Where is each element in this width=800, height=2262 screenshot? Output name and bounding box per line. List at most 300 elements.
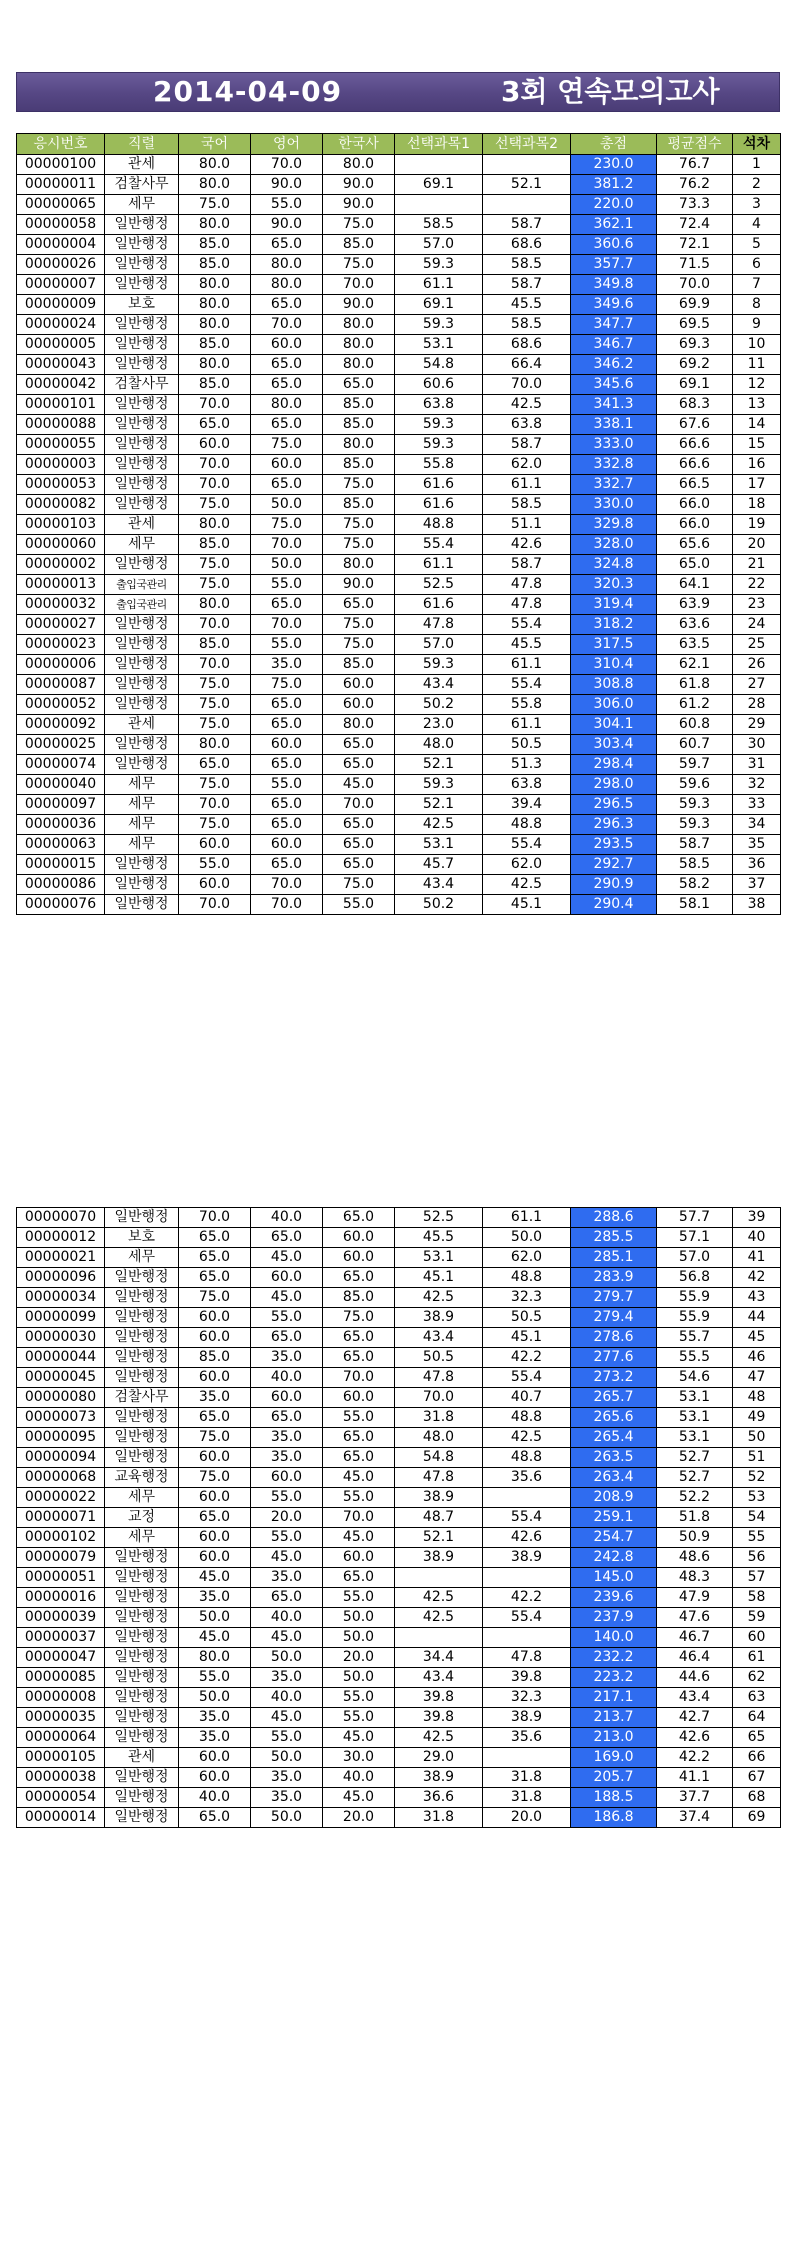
korean-cell: 70.0 (179, 795, 251, 815)
average-cell: 66.0 (657, 495, 733, 515)
table-row (17, 515, 781, 535)
korean-cell: 45.0 (179, 1568, 251, 1588)
elective-2-cell: 35.6 (483, 1468, 571, 1488)
rank-cell: 37 (733, 875, 781, 895)
exam-number-cell: 00000087 (17, 675, 105, 695)
job-series-cell: 일반행정 (105, 395, 179, 415)
elective-2-cell: 39.4 (483, 795, 571, 815)
elective-1-cell: 45.5 (395, 1228, 483, 1248)
job-series-cell: 세무 (105, 1528, 179, 1548)
korean-cell: 55.0 (179, 855, 251, 875)
english-cell: 65.0 (251, 1228, 323, 1248)
exam-number-cell: 00000043 (17, 355, 105, 375)
total-cell: 347.7 (571, 315, 657, 335)
job-series-cell: 세무 (105, 535, 179, 555)
exam-number-cell: 00000032 (17, 595, 105, 615)
elective-1-cell: 70.0 (395, 1388, 483, 1408)
korean-history-cell: 85.0 (323, 495, 395, 515)
elective-2-cell: 38.9 (483, 1708, 571, 1728)
average-cell: 59.3 (657, 815, 733, 835)
elective-1-cell: 38.9 (395, 1488, 483, 1508)
average-cell: 65.0 (657, 555, 733, 575)
total-cell: 318.2 (571, 615, 657, 635)
english-cell: 80.0 (251, 395, 323, 415)
elective-2-cell: 58.5 (483, 495, 571, 515)
job-series-cell: 일반행정 (105, 1588, 179, 1608)
korean-history-cell: 75.0 (323, 255, 395, 275)
exam-number-cell: 00000030 (17, 1328, 105, 1348)
elective-1-cell: 52.1 (395, 795, 483, 815)
korean-history-cell: 20.0 (323, 1808, 395, 1828)
korean-history-cell: 65.0 (323, 1568, 395, 1588)
table-row (17, 815, 781, 835)
score-table-1 (16, 133, 781, 915)
rank-cell: 53 (733, 1488, 781, 1508)
english-cell: 70.0 (251, 895, 323, 915)
elective-1-cell: 42.5 (395, 1588, 483, 1608)
english-cell: 45.0 (251, 1248, 323, 1268)
elective-2-cell: 40.7 (483, 1388, 571, 1408)
korean-history-cell: 75.0 (323, 635, 395, 655)
korean-cell: 70.0 (179, 395, 251, 415)
average-cell: 48.3 (657, 1568, 733, 1588)
rank-cell: 8 (733, 295, 781, 315)
job-series-cell: 일반행정 (105, 1688, 179, 1708)
elective-1-cell: 50.2 (395, 695, 483, 715)
exam-number-cell: 00000026 (17, 255, 105, 275)
elective-2-cell: 63.8 (483, 775, 571, 795)
rank-cell: 18 (733, 495, 781, 515)
total-cell: 279.4 (571, 1308, 657, 1328)
elective-2-cell: 70.0 (483, 375, 571, 395)
average-cell: 58.1 (657, 895, 733, 915)
average-cell: 76.2 (657, 175, 733, 195)
table-row (17, 315, 781, 335)
english-cell: 35.0 (251, 1668, 323, 1688)
average-cell: 64.1 (657, 575, 733, 595)
table-row (17, 195, 781, 215)
english-cell: 45.0 (251, 1288, 323, 1308)
elective-2-cell: 58.7 (483, 275, 571, 295)
korean-cell: 75.0 (179, 495, 251, 515)
job-series-cell: 일반행정 (105, 555, 179, 575)
korean-cell: 65.0 (179, 1268, 251, 1288)
elective-1-cell: 43.4 (395, 1328, 483, 1348)
elective-2-cell: 32.3 (483, 1288, 571, 1308)
total-cell: 288.6 (571, 1208, 657, 1228)
korean-cell: 80.0 (179, 595, 251, 615)
job-series-cell: 일반행정 (105, 1608, 179, 1628)
elective-1-cell: 39.8 (395, 1708, 483, 1728)
english-cell: 65.0 (251, 755, 323, 775)
rank-cell: 49 (733, 1408, 781, 1428)
english-cell: 50.0 (251, 495, 323, 515)
job-series-cell: 일반행정 (105, 1348, 179, 1368)
elective-1-cell: 31.8 (395, 1408, 483, 1428)
rank-cell: 54 (733, 1508, 781, 1528)
exam-number-cell: 00000080 (17, 1388, 105, 1408)
korean-history-cell: 50.0 (323, 1608, 395, 1628)
rank-cell: 19 (733, 515, 781, 535)
korean-history-cell: 55.0 (323, 1588, 395, 1608)
average-cell: 51.8 (657, 1508, 733, 1528)
elective-1-cell: 31.8 (395, 1808, 483, 1828)
elective-1-cell: 52.5 (395, 1208, 483, 1228)
korean-history-cell: 90.0 (323, 175, 395, 195)
table-row (17, 355, 781, 375)
total-cell: 303.4 (571, 735, 657, 755)
job-series-cell: 검찰사무 (105, 175, 179, 195)
table-body-1 (17, 155, 781, 915)
korean-history-cell: 65.0 (323, 735, 395, 755)
average-cell: 53.1 (657, 1428, 733, 1448)
korean-history-cell: 65.0 (323, 1448, 395, 1468)
average-cell: 59.7 (657, 755, 733, 775)
english-cell: 70.0 (251, 315, 323, 335)
korean-cell: 80.0 (179, 1648, 251, 1668)
elective-1-cell: 42.5 (395, 1288, 483, 1308)
total-cell: 242.8 (571, 1548, 657, 1568)
elective-2-cell (483, 155, 571, 175)
exam-number-cell: 00000022 (17, 1488, 105, 1508)
elective-1-cell: 43.4 (395, 1668, 483, 1688)
table-row (17, 1788, 781, 1808)
total-cell: 346.2 (571, 355, 657, 375)
elective-1-cell: 42.5 (395, 1608, 483, 1628)
exam-number-cell: 00000054 (17, 1788, 105, 1808)
elective-2-cell: 55.4 (483, 1508, 571, 1528)
table-row (17, 1208, 781, 1228)
elective-1-cell: 45.1 (395, 1268, 483, 1288)
rank-cell: 46 (733, 1348, 781, 1368)
total-cell: 349.8 (571, 275, 657, 295)
job-series-cell: 일반행정 (105, 495, 179, 515)
rank-cell: 57 (733, 1568, 781, 1588)
elective-1-cell: 29.0 (395, 1748, 483, 1768)
average-cell: 66.6 (657, 455, 733, 475)
job-series-cell: 일반행정 (105, 735, 179, 755)
korean-history-cell: 50.0 (323, 1668, 395, 1688)
total-cell: 298.0 (571, 775, 657, 795)
table-row (17, 595, 781, 615)
table-row (17, 335, 781, 355)
korean-history-cell: 80.0 (323, 155, 395, 175)
average-cell: 66.5 (657, 475, 733, 495)
elective-1-cell: 60.6 (395, 375, 483, 395)
english-cell: 40.0 (251, 1608, 323, 1628)
table-row (17, 1808, 781, 1828)
rank-cell: 65 (733, 1728, 781, 1748)
rank-cell: 62 (733, 1668, 781, 1688)
korean-history-cell: 65.0 (323, 755, 395, 775)
rank-cell: 56 (733, 1548, 781, 1568)
korean-history-cell: 85.0 (323, 1288, 395, 1308)
korean-cell: 70.0 (179, 655, 251, 675)
total-cell: 277.6 (571, 1348, 657, 1368)
elective-2-cell: 55.8 (483, 695, 571, 715)
table-row (17, 1628, 781, 1648)
total-cell: 293.5 (571, 835, 657, 855)
english-cell: 75.0 (251, 675, 323, 695)
table-row (17, 1408, 781, 1428)
table-row (17, 1548, 781, 1568)
english-cell: 60.0 (251, 455, 323, 475)
total-cell: 346.7 (571, 335, 657, 355)
korean-cell: 65.0 (179, 1408, 251, 1428)
korean-history-cell: 65.0 (323, 375, 395, 395)
english-cell: 40.0 (251, 1368, 323, 1388)
rank-cell: 66 (733, 1748, 781, 1768)
korean-history-cell: 75.0 (323, 615, 395, 635)
job-series-cell: 일반행정 (105, 1548, 179, 1568)
total-cell: 317.5 (571, 635, 657, 655)
elective-2-cell: 55.4 (483, 835, 571, 855)
korean-history-cell: 65.0 (323, 1208, 395, 1228)
average-cell: 37.7 (657, 1788, 733, 1808)
exam-number-cell: 00000055 (17, 435, 105, 455)
table-row (17, 1508, 781, 1528)
exam-number-cell: 00000007 (17, 275, 105, 295)
table-row (17, 795, 781, 815)
korean-cell: 65.0 (179, 1808, 251, 1828)
average-cell: 55.9 (657, 1288, 733, 1308)
elective-2-cell: 42.6 (483, 535, 571, 555)
total-cell: 186.8 (571, 1808, 657, 1828)
korean-cell: 75.0 (179, 675, 251, 695)
rank-cell: 16 (733, 455, 781, 475)
job-series-cell: 관세 (105, 715, 179, 735)
english-cell: 35.0 (251, 1768, 323, 1788)
average-cell: 59.6 (657, 775, 733, 795)
elective-1-cell: 59.3 (395, 655, 483, 675)
elective-1-cell: 36.6 (395, 1788, 483, 1808)
total-cell: 230.0 (571, 155, 657, 175)
korean-history-cell: 90.0 (323, 295, 395, 315)
korean-history-cell: 65.0 (323, 1328, 395, 1348)
elective-2-cell: 50.0 (483, 1228, 571, 1248)
korean-cell: 75.0 (179, 195, 251, 215)
elective-2-cell: 38.9 (483, 1548, 571, 1568)
table-row (17, 1448, 781, 1468)
elective-1-cell: 53.1 (395, 835, 483, 855)
elective-1-cell: 55.8 (395, 455, 483, 475)
rank-cell: 60 (733, 1628, 781, 1648)
korean-history-cell: 60.0 (323, 675, 395, 695)
job-series-cell: 일반행정 (105, 1568, 179, 1588)
english-cell: 35.0 (251, 655, 323, 675)
total-cell: 308.8 (571, 675, 657, 695)
english-cell: 75.0 (251, 515, 323, 535)
job-series-cell: 일반행정 (105, 1308, 179, 1328)
exam-number-cell: 00000037 (17, 1628, 105, 1648)
elective-2-cell: 62.0 (483, 455, 571, 475)
korean-cell: 80.0 (179, 215, 251, 235)
korean-cell: 70.0 (179, 475, 251, 495)
elective-1-cell: 59.3 (395, 435, 483, 455)
average-cell: 41.1 (657, 1768, 733, 1788)
elective-1-cell: 53.1 (395, 335, 483, 355)
english-cell: 70.0 (251, 155, 323, 175)
english-cell: 65.0 (251, 695, 323, 715)
exam-number-cell: 00000042 (17, 375, 105, 395)
table-row (17, 255, 781, 275)
total-cell: 360.6 (571, 235, 657, 255)
job-series-cell: 세무 (105, 835, 179, 855)
exam-number-cell: 00000009 (17, 295, 105, 315)
average-cell: 57.0 (657, 1248, 733, 1268)
elective-1-cell: 55.4 (395, 535, 483, 555)
exam-number-cell: 00000003 (17, 455, 105, 475)
exam-number-cell: 00000036 (17, 815, 105, 835)
elective-1-cell: 43.4 (395, 875, 483, 895)
exam-number-cell: 00000024 (17, 315, 105, 335)
total-cell: 279.7 (571, 1288, 657, 1308)
rank-cell: 41 (733, 1248, 781, 1268)
korean-cell: 65.0 (179, 1248, 251, 1268)
average-cell: 69.1 (657, 375, 733, 395)
elective-2-cell: 61.1 (483, 655, 571, 675)
elective-2-cell: 48.8 (483, 1448, 571, 1468)
job-series-cell: 세무 (105, 1248, 179, 1268)
job-series-cell: 일반행정 (105, 1708, 179, 1728)
english-cell: 80.0 (251, 255, 323, 275)
average-cell: 43.4 (657, 1688, 733, 1708)
elective-1-cell: 34.4 (395, 1648, 483, 1668)
korean-history-cell: 75.0 (323, 535, 395, 555)
total-cell: 285.1 (571, 1248, 657, 1268)
elective-1-cell: 42.5 (395, 815, 483, 835)
table-row (17, 1368, 781, 1388)
korean-history-cell: 80.0 (323, 715, 395, 735)
exam-number-cell: 00000004 (17, 235, 105, 255)
rank-cell: 7 (733, 275, 781, 295)
english-cell: 40.0 (251, 1688, 323, 1708)
elective-1-cell: 39.8 (395, 1688, 483, 1708)
exam-number-cell: 00000060 (17, 535, 105, 555)
header-rank: 석차 (733, 134, 781, 155)
english-cell: 65.0 (251, 855, 323, 875)
elective-2-cell: 50.5 (483, 735, 571, 755)
elective-1-cell: 57.0 (395, 235, 483, 255)
rank-cell: 22 (733, 575, 781, 595)
english-cell: 50.0 (251, 1748, 323, 1768)
exam-number-cell: 00000097 (17, 795, 105, 815)
job-series-cell: 보호 (105, 1228, 179, 1248)
korean-cell: 50.0 (179, 1608, 251, 1628)
english-cell: 80.0 (251, 275, 323, 295)
total-cell: 292.7 (571, 855, 657, 875)
english-cell: 70.0 (251, 615, 323, 635)
job-series-cell: 세무 (105, 815, 179, 835)
english-cell: 35.0 (251, 1448, 323, 1468)
elective-2-cell: 61.1 (483, 1208, 571, 1228)
korean-cell: 40.0 (179, 1788, 251, 1808)
job-series-cell: 일반행정 (105, 1328, 179, 1348)
korean-history-cell: 50.0 (323, 1628, 395, 1648)
table-row (17, 1288, 781, 1308)
average-cell: 53.1 (657, 1388, 733, 1408)
average-cell: 62.1 (657, 655, 733, 675)
elective-1-cell: 58.5 (395, 215, 483, 235)
average-cell: 58.2 (657, 875, 733, 895)
total-cell: 296.5 (571, 795, 657, 815)
job-series-cell: 일반행정 (105, 235, 179, 255)
average-cell: 60.7 (657, 735, 733, 755)
average-cell: 52.2 (657, 1488, 733, 1508)
total-cell: 239.6 (571, 1588, 657, 1608)
exam-number-cell: 00000012 (17, 1228, 105, 1248)
elective-2-cell (483, 1628, 571, 1648)
elective-2-cell: 68.6 (483, 235, 571, 255)
korean-cell: 60.0 (179, 1368, 251, 1388)
exam-number-cell: 00000035 (17, 1708, 105, 1728)
korean-cell: 70.0 (179, 615, 251, 635)
rank-cell: 5 (733, 235, 781, 255)
elective-2-cell: 52.1 (483, 175, 571, 195)
header-korean: 국어 (179, 134, 251, 155)
exam-number-cell: 00000102 (17, 1528, 105, 1548)
total-cell: 306.0 (571, 695, 657, 715)
elective-2-cell: 42.2 (483, 1348, 571, 1368)
table-row (17, 275, 781, 295)
elective-1-cell: 43.4 (395, 675, 483, 695)
job-series-cell: 일반행정 (105, 1808, 179, 1828)
exam-number-cell: 00000070 (17, 1208, 105, 1228)
table-row (17, 675, 781, 695)
rank-cell: 63 (733, 1688, 781, 1708)
elective-2-cell: 31.8 (483, 1788, 571, 1808)
table-row (17, 1568, 781, 1588)
rank-cell: 21 (733, 555, 781, 575)
english-cell: 65.0 (251, 795, 323, 815)
korean-history-cell: 80.0 (323, 335, 395, 355)
rank-cell: 33 (733, 795, 781, 815)
elective-2-cell: 42.2 (483, 1588, 571, 1608)
job-series-cell: 일반행정 (105, 1788, 179, 1808)
korean-cell: 35.0 (179, 1388, 251, 1408)
table-row (17, 455, 781, 475)
job-series-cell: 일반행정 (105, 1648, 179, 1668)
table-row (17, 415, 781, 435)
rank-cell: 4 (733, 215, 781, 235)
job-series-cell: 일반행정 (105, 1628, 179, 1648)
exam-number-cell: 00000038 (17, 1768, 105, 1788)
korean-history-cell: 40.0 (323, 1768, 395, 1788)
exam-number-cell: 00000101 (17, 395, 105, 415)
korean-history-cell: 75.0 (323, 215, 395, 235)
average-cell: 58.5 (657, 855, 733, 875)
elective-1-cell: 52.1 (395, 1528, 483, 1548)
job-series-cell: 일반행정 (105, 1268, 179, 1288)
total-cell: 290.9 (571, 875, 657, 895)
elective-1-cell (395, 195, 483, 215)
korean-history-cell: 75.0 (323, 1308, 395, 1328)
elective-2-cell: 55.4 (483, 615, 571, 635)
total-cell: 263.5 (571, 1448, 657, 1468)
exam-number-cell: 00000086 (17, 875, 105, 895)
rank-cell: 40 (733, 1228, 781, 1248)
rank-cell: 13 (733, 395, 781, 415)
table-row (17, 735, 781, 755)
table-row (17, 1248, 781, 1268)
job-series-cell: 교정 (105, 1508, 179, 1528)
elective-1-cell: 50.5 (395, 1348, 483, 1368)
elective-1-cell: 52.1 (395, 755, 483, 775)
exam-number-cell: 00000096 (17, 1268, 105, 1288)
korean-cell: 70.0 (179, 895, 251, 915)
korean-history-cell: 45.0 (323, 1788, 395, 1808)
rank-cell: 26 (733, 655, 781, 675)
